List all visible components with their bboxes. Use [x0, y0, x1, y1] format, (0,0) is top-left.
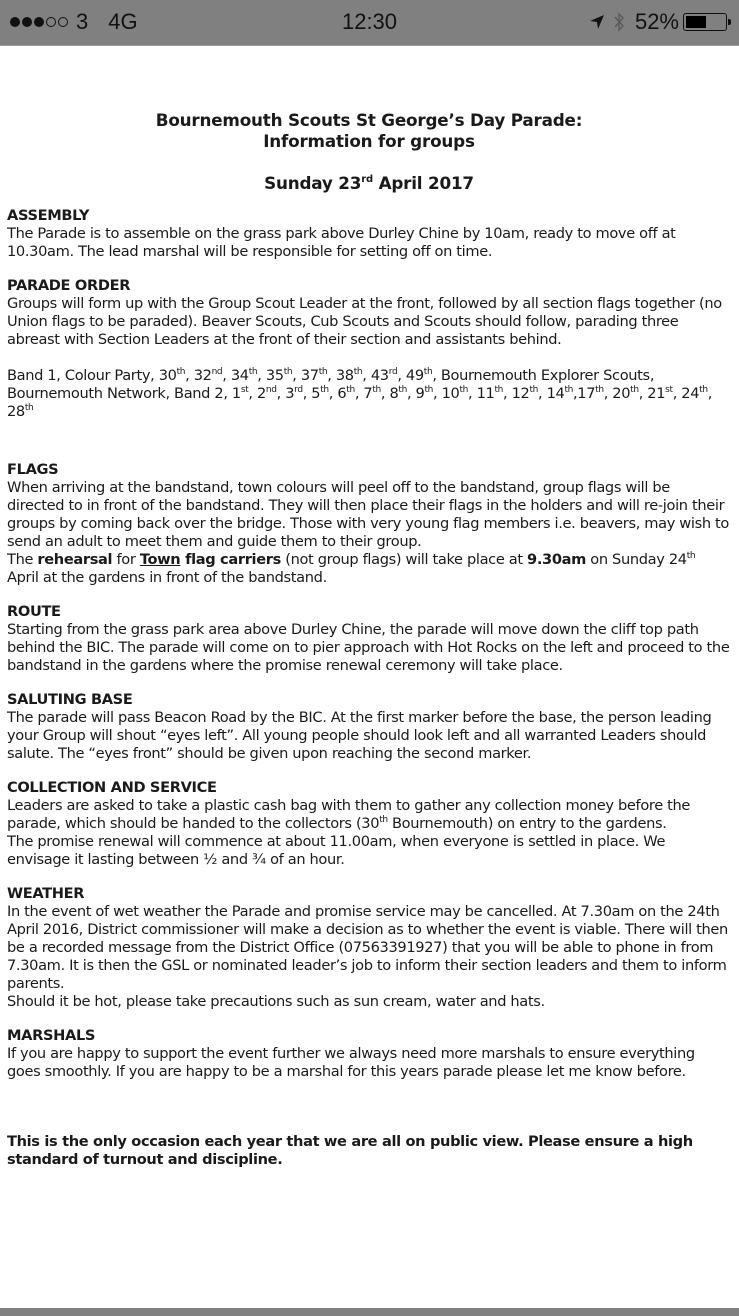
- parade-order-item: 21: [647, 385, 666, 402]
- ordinal: th: [398, 385, 407, 395]
- battery-level: [686, 16, 706, 28]
- parade-order-item: Band 1: [7, 367, 57, 384]
- parade-order-item: 10: [441, 385, 460, 402]
- ordinal: th: [529, 385, 538, 395]
- parade-order-item: 5: [311, 385, 321, 402]
- date-month-year: April 2017: [372, 173, 474, 193]
- rehearsal-notice: [7, 551, 731, 587]
- ordinal: th: [346, 385, 355, 395]
- section-text: If you are happy to support the event further we always need more marshals to ensure everything goes smoothly. If you are happy to be a marshal for this years parade please let me know before.: [7, 1045, 695, 1080]
- text: The: [7, 551, 38, 568]
- bottom-toolbar: [0, 1308, 739, 1316]
- carrier-name: 3: [76, 9, 89, 34]
- text: (not group flags) will take place at: [280, 551, 528, 568]
- title-line-1: Bournemouth Scouts St George’s Day Parade:: [155, 110, 583, 130]
- document-view[interactable]: [0, 46, 739, 1308]
- underlined-text: Town: [139, 551, 181, 568]
- ordinal: th: [424, 385, 433, 395]
- parade-order-item: 34: [230, 367, 249, 384]
- section-flags: [7, 461, 731, 587]
- document-content: [0, 46, 739, 1169]
- parade-order-item: 32: [193, 367, 212, 384]
- battery-percent: 52%: [634, 9, 679, 34]
- text: Bournemouth) on entry to the gardens.: [387, 815, 667, 832]
- section-parade-order: [7, 277, 731, 421]
- ordinal: th: [699, 385, 708, 395]
- ordinal: th: [353, 367, 363, 377]
- bold-text: rehearsal: [37, 551, 113, 568]
- section-marshals: [7, 1027, 731, 1081]
- text: April at the gardens in front of the bandstand.: [7, 569, 327, 586]
- section-heading: MARSHALS: [7, 1027, 96, 1044]
- section-heading: COLLECTION AND SERVICE: [7, 779, 217, 796]
- ordinal: th: [630, 385, 639, 395]
- section-heading: ASSEMBLY: [7, 207, 90, 224]
- ordinal: th: [320, 385, 329, 395]
- ordinal: th: [248, 367, 258, 377]
- event-date: [7, 174, 731, 192]
- ordinal: nd: [265, 385, 277, 395]
- parade-order-item: 1: [231, 385, 241, 402]
- ordinal: th: [176, 367, 186, 377]
- section-collection-and-service: [7, 779, 731, 869]
- bold-time: 9.30am: [527, 551, 586, 568]
- ordinal: th: [318, 367, 328, 377]
- parade-order-item: Colour Party: [64, 367, 151, 384]
- parade-order-list: Band 1, Colour Party, 30th, 32nd, 34th, 35th, 37th, 38th, 43rd, 49th, Bournemouth Explorer Scouts, Bournemouth Network, Band 2, 1st, 2nd, 3rd, 5th, 6th, 7th, 8th, 9th, 10th, 11th, 12th, 14th,17th, 20th, 21st, 24th, 28th: [7, 367, 712, 420]
- section-route: [7, 603, 731, 675]
- bluetooth-icon: [613, 11, 625, 33]
- battery-nub: [728, 19, 731, 25]
- ordinal: st: [665, 385, 673, 395]
- section-heading: SALUTING BASE: [7, 691, 133, 708]
- parade-order-item: 8: [389, 385, 399, 402]
- ordinal: th: [459, 385, 468, 395]
- section-heading: PARADE ORDER: [7, 277, 131, 294]
- ordinal: th: [595, 385, 604, 395]
- text: for: [112, 551, 140, 568]
- parade-order-item: 14: [546, 385, 565, 402]
- ordinal: th: [379, 815, 388, 825]
- section-text: The parade will pass Beacon Road by the BIC. At the first marker before the base, the person leading your Group will shout “eyes left”. All young people should look left and all warranted Leaders should salute. The “eyes front” should be given upon reaching the second marker.: [7, 709, 712, 762]
- ordinal: rd: [388, 367, 398, 377]
- ordinal: th: [24, 403, 34, 413]
- section-heading: ROUTE: [7, 603, 61, 620]
- section-text: [7, 797, 731, 833]
- parade-order-item: 12: [511, 385, 530, 402]
- network-type: 4G: [108, 9, 138, 34]
- section-text: The Parade is to assemble on the grass park above Durley Chine by 10am, ready to move off at 10.30am. The lead marshal will be responsible for setting off on time.: [7, 225, 676, 260]
- section-heading: FLAGS: [7, 461, 59, 478]
- section-text: Groups will form up with the Group Scout Leader at the front, followed by all section flags together (no Union flags to be paraded). Beaver Scouts, Cub Scouts and Scouts should follow, parading three abreast with Section Leaders at the front of their section and assistants behind.: [7, 295, 722, 348]
- parade-order-item: Band 2: [174, 385, 224, 402]
- ordinal: nd: [211, 367, 223, 377]
- date-ordinal: rd: [361, 174, 373, 185]
- status-right: [589, 8, 727, 36]
- parade-order-item: 35: [265, 367, 284, 384]
- ordinal: th: [372, 385, 381, 395]
- section-saluting-base: [7, 691, 731, 763]
- section-text: Starting from the grass park area above Durley Chine, the parade will move down the cliff top path behind the BIC. The parade will come on to pier approach with Hot Rocks on the left and proceed to the bandstand in the gardens where the promise renewal ceremony will take place.: [7, 621, 730, 674]
- parade-order-item: 11: [476, 385, 495, 402]
- document-title: [7, 46, 731, 152]
- parade-order-item: 49: [405, 367, 424, 384]
- parade-order-item: 43: [370, 367, 389, 384]
- ordinal: rd: [294, 385, 303, 395]
- ordinal: th: [686, 551, 696, 561]
- status-bar: [0, 0, 739, 46]
- parade-order-item: 7: [363, 385, 373, 402]
- ordinal: th: [494, 385, 503, 395]
- bold-text: flag carriers: [180, 551, 281, 568]
- ordinal: st: [240, 385, 249, 395]
- location-arrow-icon: [589, 14, 605, 30]
- battery-icon: [683, 13, 727, 31]
- parade-order-item: 3: [285, 385, 295, 402]
- section-heading: WEATHER: [7, 885, 85, 902]
- ordinal: th: [423, 367, 433, 377]
- parade-order-item: 30: [158, 367, 177, 384]
- text: Leaders are asked to take a plastic cash bag with them to gather any collection money before the parade, which should be handed to the collectors (30: [7, 797, 691, 832]
- parade-order-item: 9: [415, 385, 425, 402]
- parade-order-item: 28: [7, 403, 25, 420]
- section-assembly: [7, 207, 731, 261]
- parade-order-item: 2: [256, 385, 266, 402]
- ordinal: th: [564, 385, 573, 395]
- section-text: In the event of wet weather the Parade and promise service may be cancelled. At 7.30am on the 24th April 2016, District commissioner will make a decision as to whether the event is viable. There will then be a recorded message from the District Office (07563391927) that you will be able to phone in from 7.30am. It is then the GSL or nominated leader’s job to inform their section leaders and them to inform parents.: [7, 903, 728, 992]
- parade-order-item: 20: [612, 385, 631, 402]
- text: on Sunday 24: [586, 551, 687, 568]
- closing-statement: This is the only occasion each year that we are all on public view. Please ensure a high standard of turnout and discipline.: [7, 1133, 693, 1168]
- section-weather: [7, 885, 731, 1011]
- status-time: 12:30: [341, 9, 398, 34]
- parade-order-item: 24: [681, 385, 700, 402]
- section-text: Should it be hot, please take precautions such as sun cream, water and hats.: [7, 993, 545, 1010]
- parade-order-item: 38: [335, 367, 354, 384]
- parade-order-item: 6: [337, 385, 347, 402]
- section-text: When arriving at the bandstand, town colours will peel off to the bandstand, group flags will be directed to in front of the bandstand. They will then place their flags in the holders and will re-join their groups by coming back over the bridge. Those with very young flag members i.e. beavers, may wish to send an adult to meet them and guide them to their group.: [7, 479, 729, 550]
- parade-order-item: Bournemouth Explorer Scouts: [440, 367, 650, 384]
- ordinal: th: [283, 367, 293, 377]
- section-text: The promise renewal will commence at about 11.00am, when everyone is settled in place. We envisage it lasting between ½ and ¾ of an hour.: [7, 833, 666, 868]
- date-day: Sunday 23: [264, 173, 362, 193]
- parade-order-item: 17: [577, 385, 596, 402]
- title-line-2: Information for groups: [263, 131, 475, 151]
- parade-order-item: Bournemouth Network: [7, 385, 166, 402]
- parade-order-item: 37: [300, 367, 319, 384]
